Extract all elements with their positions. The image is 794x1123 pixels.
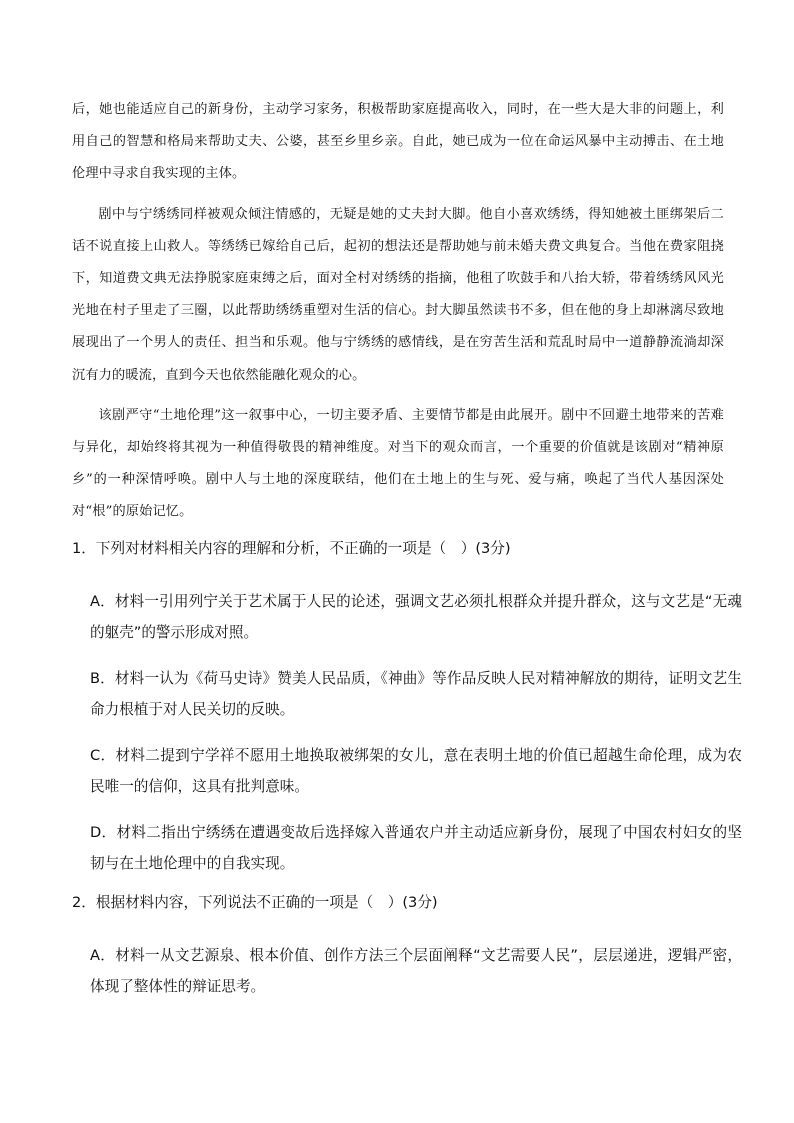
passage-paragraph-2: 剧中与宁绣绣同样被观众倾注情感的，无疑是她的丈夫封大脚。他自小喜欢绣绣，得知她被土匪绑架后二话不说直接上山救人。等绣绣已嫁给自己后，起初的想法还是帮助她与前未婚夫费文典复合。当他在费家阻挠下，知道费文典无法挣脱家庭束缚之后，面对全村对绣绣的指摘，他租了吹鼓手和八抬大轿，带着绣绣风风光光地在村子里走了三圈，以此帮助绣绣重塑对生活的信心。封大脚虽然读书不多，但在他的身上却淋漓尽致地展现出了一个男人的责任、担当和乐观。他与宁绣绣的感情线，是在穷苦生活和荒乱时局中一道静静流淌却深沉有力的暖流，直到今天也依然能融化观众的心。 <box>72 206 724 383</box>
question-2-option-a: A．材料一从文艺源泉、根本价值、创作方法三个层面阐释“文艺需要人民”，层层递进，逻辑严密，体现了整体性的辩证思考。 <box>90 947 742 995</box>
passage-paragraph-1: 后，她也能适应自己的新身份，主动学习家务，积极帮助家庭提高收入，同时，在一些大是大非的问题上，利用自己的智慧和格局来帮助丈夫、公婆，甚至乡里乡亲。自此，她已成为一位在命运风暴中主动搏击、在土地伦理中寻求自我实现的主体。 <box>72 102 724 182</box>
reading-passage <box>72 94 724 529</box>
question-1-option-a: A．材料一引用列宁关于艺术属于人民的论述，强调文艺必须扎根群众并提升群众，这与文艺是“无魂的躯壳”的警示形成对照。 <box>90 593 742 641</box>
passage-paragraph-3: 该剧严守“土地伦理”这一叙事中心，一切主要矛盾、主要情节都是由此展开。剧中不回避土地带来的苦难与异化，却始终将其视为一种值得敬畏的精神维度。对当下的观众而言，一个重要的价值就是该剧对“精神原乡”的一种深情呼唤。剧中人与土地的深度联结，他们在土地上的生与死、爱与痛，唤起了当代人基因深处对“根”的原始记忆。 <box>72 407 724 520</box>
question-1-stem: 1．下列对材料相关内容的理解和分析，不正确的一项是（ ）(3分) <box>72 540 511 557</box>
question-1-option-c: C．材料二提到宁学祥不愿用土地换取被绑架的女儿，意在表明土地的价值已超越生命伦理，成为农民唯一的信仰，这具有批判意味。 <box>90 747 742 795</box>
question-2-stem: 2．根据材料内容，下列说法不正确的一项是（ ）(3分) <box>72 894 438 911</box>
question-1-option-d: D．材料二指出宁绣绣在遭遇变故后选择嫁入普通农户并主动适应新身份，展现了中国农村妇女的坚韧与在土地伦理中的自我实现。 <box>90 824 742 872</box>
question-1-option-b: B．材料一认为《荷马史诗》赞美人民品质，《神曲》等作品反映人民对精神解放的期待，证明文艺生命力根植于对人民关切的反映。 <box>90 670 742 718</box>
